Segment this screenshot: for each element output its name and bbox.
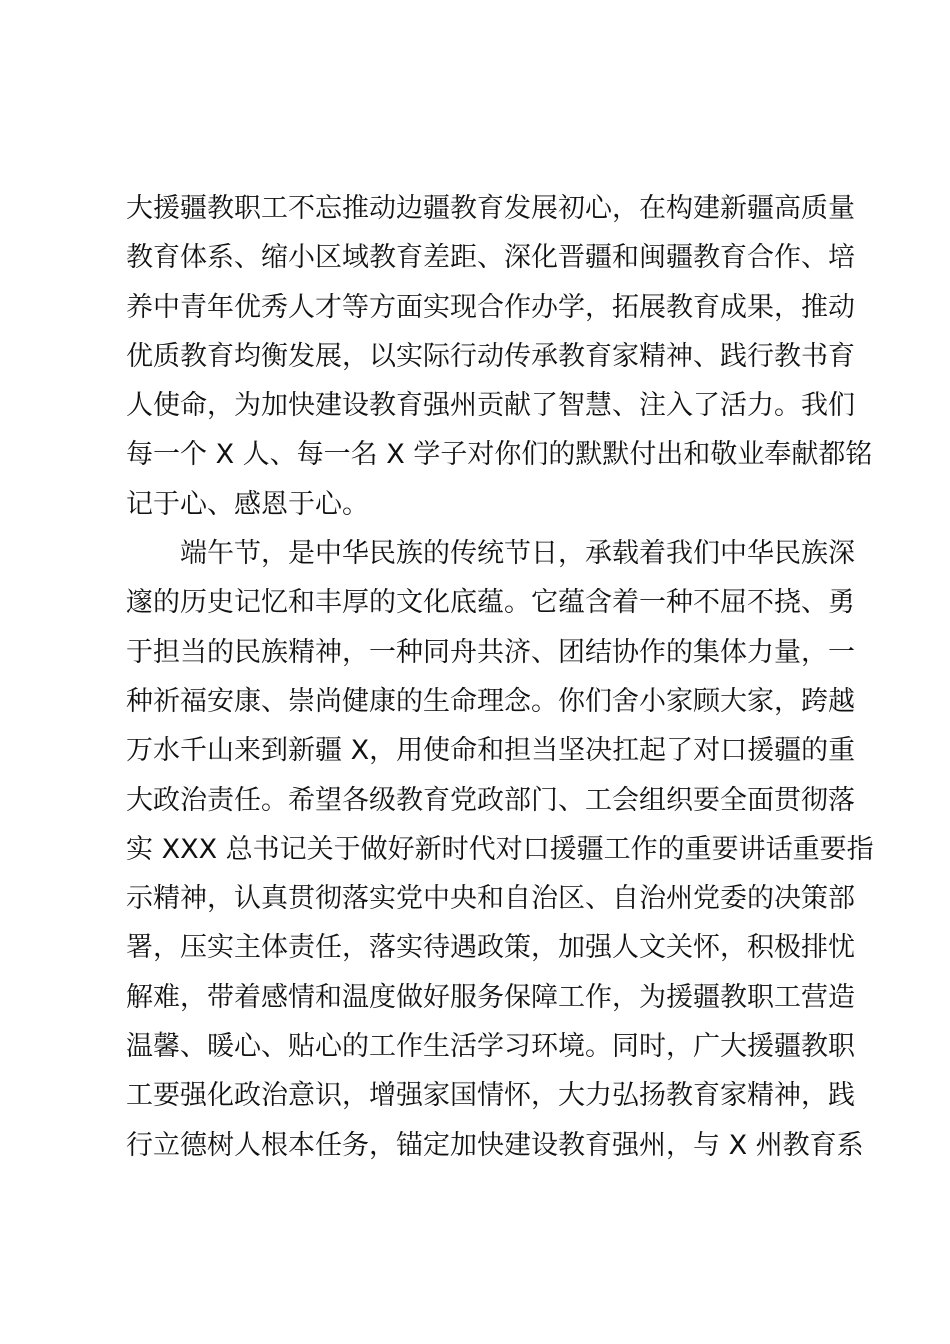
paragraph-line: 万水千山来到新疆 X，用使命和担当坚决扛起了对口援疆的重 bbox=[126, 735, 856, 767]
paragraph-line: 解难，带着感情和温度做好服务保障工作，为援疆教职工营造 bbox=[126, 981, 855, 1013]
paragraph-2 bbox=[126, 529, 874, 1170]
paragraph-line: 大援疆教职工不忘推动边疆教育发展初心，在构建新疆高质量 bbox=[126, 193, 855, 224]
paragraph-line: 养中青年优秀人才等方面实现合作办学，拓展教育成果，推动 bbox=[126, 291, 855, 323]
paragraph-line: 于担当的民族精神，一种同舟共济、团结协作的集体力量，一 bbox=[126, 636, 855, 668]
paragraph-line: 优质教育均衡发展，以实际行动传承教育家精神、践行教书育 bbox=[126, 340, 855, 372]
paragraph-line: 实 XXX 总书记关于做好新时代对口援疆工作的重要讲话重要指 bbox=[126, 833, 874, 865]
paragraph-line: 示精神，认真贯彻落实党中央和自治区、自治州党委的决策部 bbox=[126, 883, 855, 915]
paragraph-line: 教育体系、缩小区域教育差距、深化晋疆和闽疆教育合作、培 bbox=[126, 242, 855, 274]
document-body bbox=[126, 184, 874, 1170]
paragraph-line: 种祈福安康、崇尚健康的生命理念。你们舍小家顾大家，跨越 bbox=[126, 685, 855, 717]
paragraph-line: 署，压实主体责任，落实待遇政策，加强人文关怀，积极排忧 bbox=[126, 932, 855, 964]
paragraph-line: 大政治责任。希望各级教育党政部门、工会组织要全面贯彻落 bbox=[126, 784, 855, 816]
paragraph-line: 人使命，为加快建设教育强州贡献了智慧、注入了活力。我们 bbox=[126, 390, 855, 422]
paragraph-line: 工要强化政治意识，增强家国情怀，大力弘扬教育家精神，践 bbox=[126, 1080, 855, 1112]
paragraph-line: 邃的历史记忆和丰厚的文化底蕴。它蕴含着一种不屈不挠、勇 bbox=[126, 587, 855, 619]
paragraph-first-line: 端午节，是中华民族的传统节日，承载着我们中华民族深 bbox=[180, 538, 855, 570]
paragraph-line: 温馨、暖心、贴心的工作生活学习环境。同时，广大援疆教职 bbox=[126, 1031, 855, 1063]
paragraph-line: 记于心、感恩于心。 bbox=[126, 488, 369, 520]
paragraph-line: 每一个 X 人、每一名 X 学子对你们的默默付出和敬业奉献都铭 bbox=[126, 439, 873, 471]
paragraph-line: 行立德树人根本任务，锚定加快建设教育强州，与 X 州教育系 bbox=[126, 1129, 864, 1161]
paragraph-1 bbox=[126, 184, 873, 529]
